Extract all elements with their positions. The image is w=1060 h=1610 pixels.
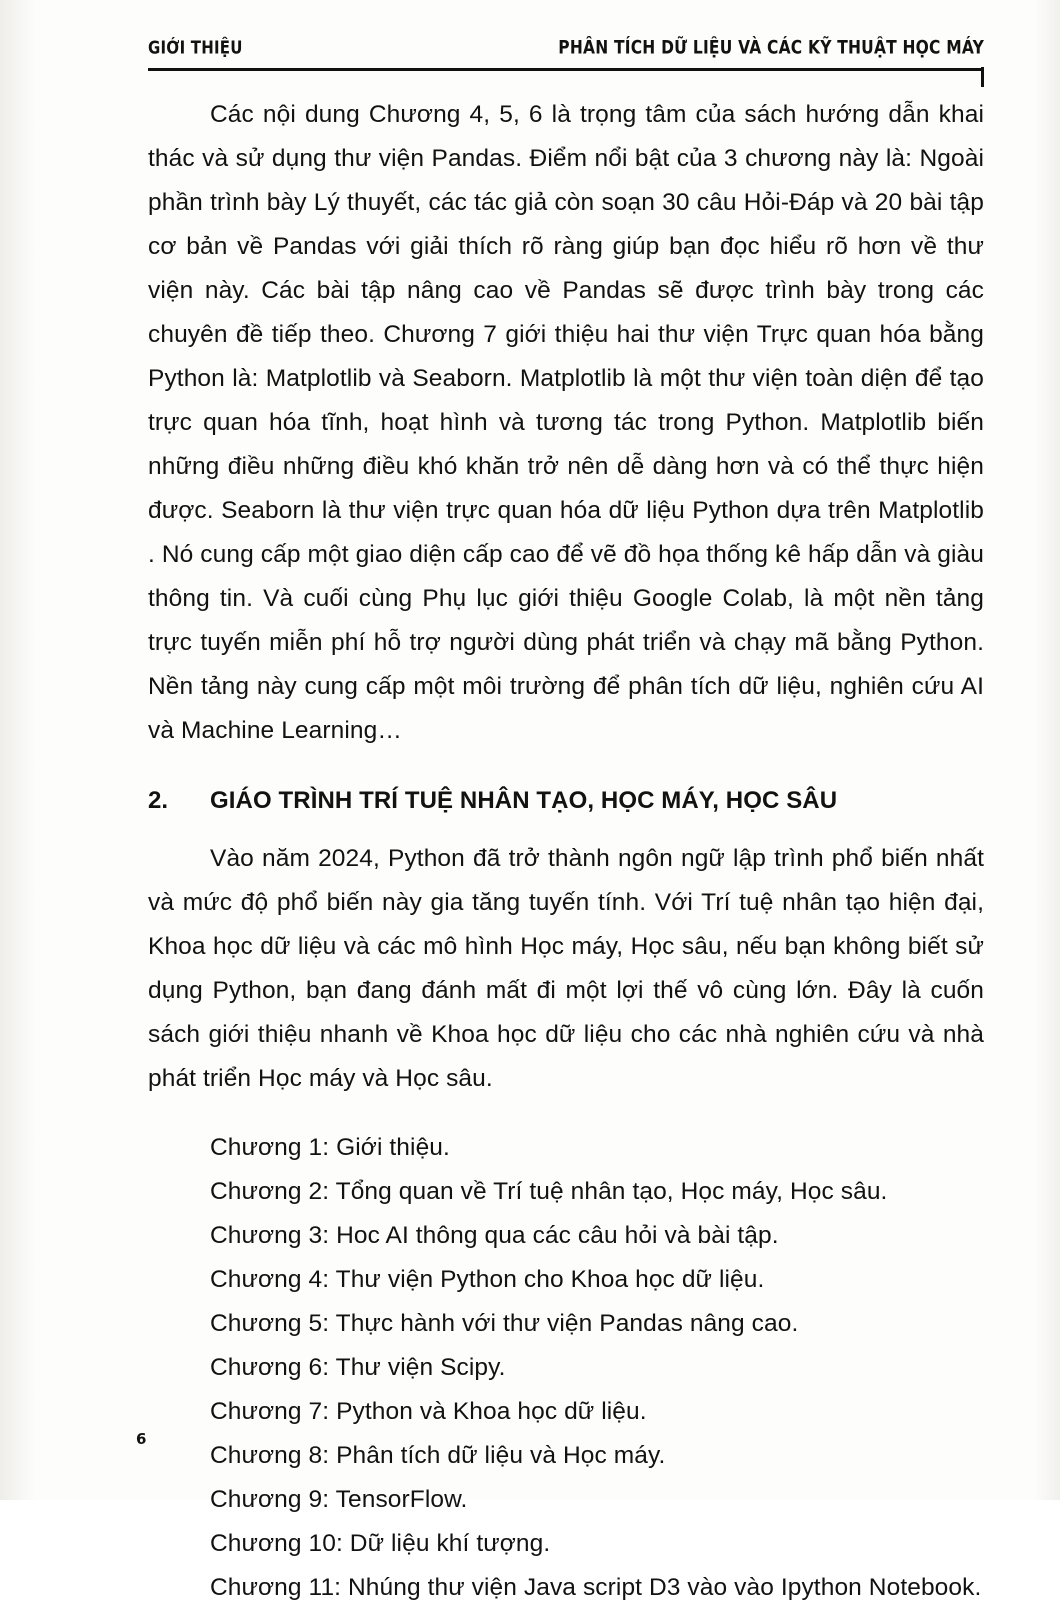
section-heading [148, 787, 984, 815]
running-head-right: PHÂN TÍCH DỮ LIỆU VÀ CÁC KỸ THUẬT HỌC MÁY [558, 36, 984, 58]
list-item: Chương 3: Hoc AI thông qua các câu hỏi và bài tập. [210, 1221, 779, 1249]
page-number: 6 [136, 1430, 147, 1448]
list-item: Chương 10: Dữ liệu khí tượng. [210, 1529, 551, 1557]
list-item [148, 1566, 984, 1610]
list-item: Chương 4: Thư viện Python cho Khoa học dữ liệu. [210, 1265, 765, 1293]
paragraph-intro: Các nội dung Chương 4, 5, 6 là trọng tâm của sách hướng dẫn khai thác và sử dụng thư viện Pandas. Điểm nổi bật của 3 chương này là: Ngoài phần trình bày Lý thuyết, các tác giả còn soạn 30 câu Hỏi-Đáp và 20 bài tập cơ bản về Pandas với giải thích rõ ràng giúp bạn đọc hiểu rõ hơn về thư viện này. Các bài tập nâng cao về Pandas sẽ được trình bày trong các chuyên đề tiếp theo. Chương 7 giới thiệu hai thư viện Trực quan hóa bằng Python là: Matplotlib và Seaborn. Matplotlib là một thư viện toàn diện để tạo trực quan hóa tĩnh, hoạt hình và tương tác trong Python. Matplotlib biến những điều những điều khó khăn trở nên dễ dàng hơn và có thể thực hiện được. Seaborn là thư viện trực quan hóa dữ liệu Python dựa trên Matplotlib . Nó cung cấp một giao diện cấp cao để vẽ đồ họa thống kê hấp dẫn và giàu thông tin. Và cuối cùng Phụ lục giới thiệu Google Colab, là một nền tảng trực tuyến miễn phí hỗ trợ người dùng phát triển và chạy mã bằng Python. Nền tảng này cung cấp một môi trường để phân tích dữ liệu, nghiên cứu AI và Machine Learning… [148, 101, 984, 744]
header-divider [148, 68, 984, 71]
list-item: Chương 7: Python và Khoa học dữ liệu. [210, 1397, 647, 1425]
list-item: Chương 9: TensorFlow. [210, 1485, 468, 1513]
header-divider-tick [981, 67, 984, 87]
list-item: Chương 8: Phân tích dữ liệu và Học máy. [210, 1441, 666, 1469]
chapter-list [148, 1126, 984, 1610]
list-item-text: Chương 11: Nhúng thư viện Java script D3 vào vào Ipython Notebook. [210, 1573, 982, 1601]
list-item: Chương 5: Thực hành với thư viện Pandas nâng cao. [210, 1309, 799, 1337]
running-head-left: GIỚI THIỆU [148, 36, 243, 58]
section-number: 2. [148, 787, 169, 814]
page-content [148, 36, 984, 1610]
paragraph-section-2: Vào năm 2024, Python đã trở thành ngôn ngữ lập trình phổ biến nhất và mức độ phổ biến này gia tăng tuyến tính. Với Trí tuệ nhân tạo hiện đại, Khoa học dữ liệu và các mô hình Học máy, Học sâu, nếu bạn không biết sử dụng Python, bạn đang đánh mất đi một lợi thế vô cùng lớn. Đây là cuốn sách giới thiệu nhanh về Khoa học dữ liệu cho các nhà nghiên cứu và nhà phát triển Học máy và Học sâu. [148, 845, 984, 1092]
list-item: Chương 2: Tổng quan về Trí tuệ nhân tạo, Học máy, Học sâu. [210, 1177, 888, 1205]
list-item: Chương 6: Thư viện Scipy. [210, 1353, 506, 1381]
section-title: GIÁO TRÌNH TRÍ TUỆ NHÂN TẠO, HỌC MÁY, HỌC SÂU [210, 787, 838, 814]
running-head [148, 36, 984, 58]
list-item: Chương 1: Giới thiệu. [210, 1133, 450, 1161]
